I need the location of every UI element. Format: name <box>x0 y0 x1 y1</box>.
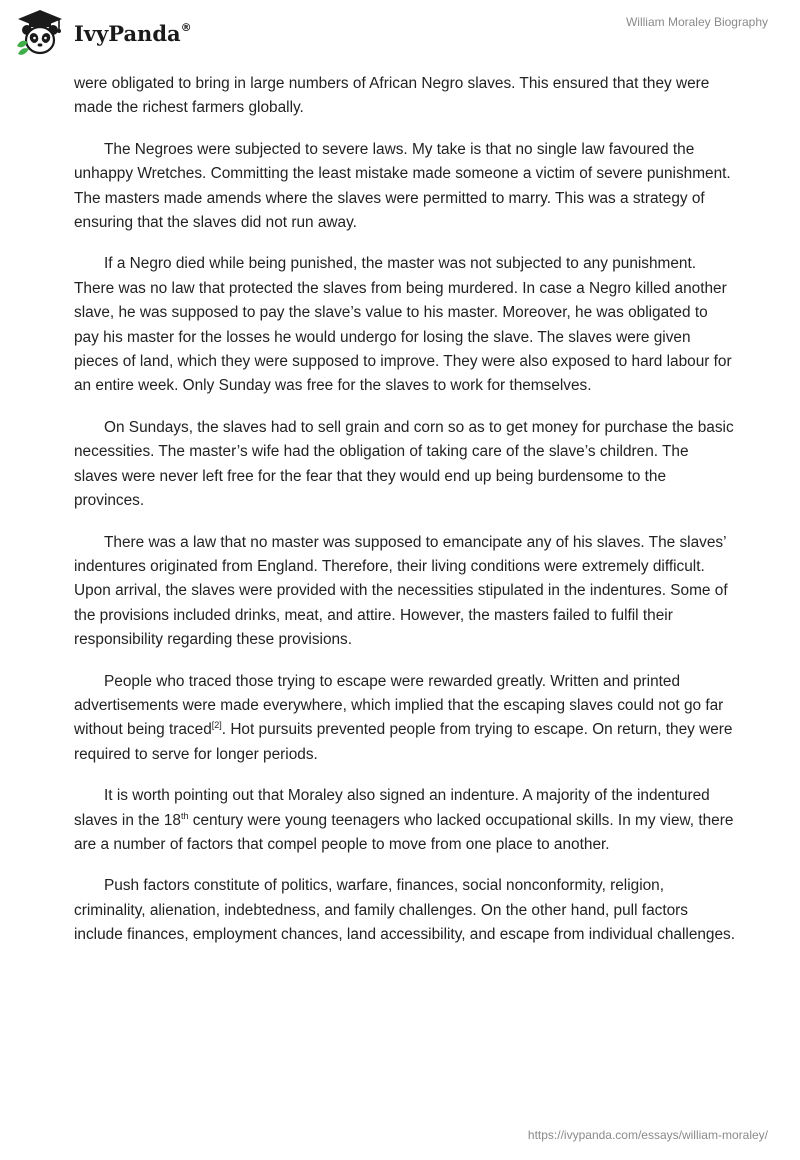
site-logo[interactable] <box>14 8 192 56</box>
ordinal-superscript: th <box>180 810 189 821</box>
registered-mark: ® <box>180 20 192 34</box>
footnote-reference[interactable]: [2] <box>211 720 222 731</box>
paragraph: If a Negro died while being punished, the master was not subjected to any punishment. There was no law that protected the slaves from being murdered. In case a Negro killed another slave, he was supposed to pay the slave’s value to his master. Moreover, he was obligated to pay his master for the losses he would undergo for losing the slave. The slaves were given pieces of land, which they were supposed to improve. They were also exposed to hard labour for an entire week. Only Sunday was free for the slaves to work for themselves. <box>74 255 732 395</box>
paragraph-text: People who traced those trying to escape were rewarded greatly. Written and printed advertisements were made everywhere, which implied that the escaping slaves could not go far without being traced <box>74 672 724 739</box>
paragraph <box>74 784 736 857</box>
brand-name: IvyPanda® <box>74 20 192 46</box>
essay-body <box>74 72 736 965</box>
paragraph: Push factors constitute of politics, warfare, finances, social nonconformity, religion, criminality, alienation, indebtedness, and family challenges. On the other hand, pull factors include finances, employment chances, land accessibility, and escape from individual challenges. <box>74 877 736 944</box>
paragraph-text: century were young teenagers who lacked occupational skills. In my view, there are a number of factors that compel people to move from one place to another. <box>74 811 734 853</box>
panda-logo-icon <box>14 8 66 56</box>
paragraph: The Negroes were subjected to severe laws. My take is that no single law favoured the unhappy Wretches. Committing the least mistake made someone a victim of severe punishment. The masters made amends where the slaves were permitted to marry. This was a strategy of ensuring that the slaves did not run away. <box>74 140 731 232</box>
paragraph: On Sundays, the slaves had to sell grain and corn so as to get money for purchase the basic necessities. The master’s wife had the obligation of taking care of the slave’s children. The slaves were never left free for the fear that they would end up being burdensome to the provinces. <box>74 418 734 510</box>
paragraph: There was a law that no master was supposed to emancipate any of his slaves. The slaves’ indentures originated from England. Therefore, their living conditions were extremely difficult. Upon arrival, the slaves were provided with the necessities stipulated in the indentures. Some of the provisions included drinks, meat, and attire. However, the masters failed to fulfil their responsibility regarding these provisions. <box>74 533 728 649</box>
paragraph-text: . Hot pursuits prevented people from trying to escape. On return, they were required to serve for longer periods. <box>74 721 733 763</box>
paragraph-text: It is worth pointing out that Moraley also signed an indenture. A majority of the indentured slaves in the 18 <box>74 787 710 829</box>
paragraph: were obligated to bring in large numbers of African Negro slaves. This ensured that they were made the richest farmers globally. <box>74 75 710 117</box>
paragraph <box>74 670 736 768</box>
source-url[interactable]: https://ivypanda.com/essays/william-moraley/ <box>527 1128 768 1142</box>
running-title: William Moraley Biography <box>625 15 768 29</box>
